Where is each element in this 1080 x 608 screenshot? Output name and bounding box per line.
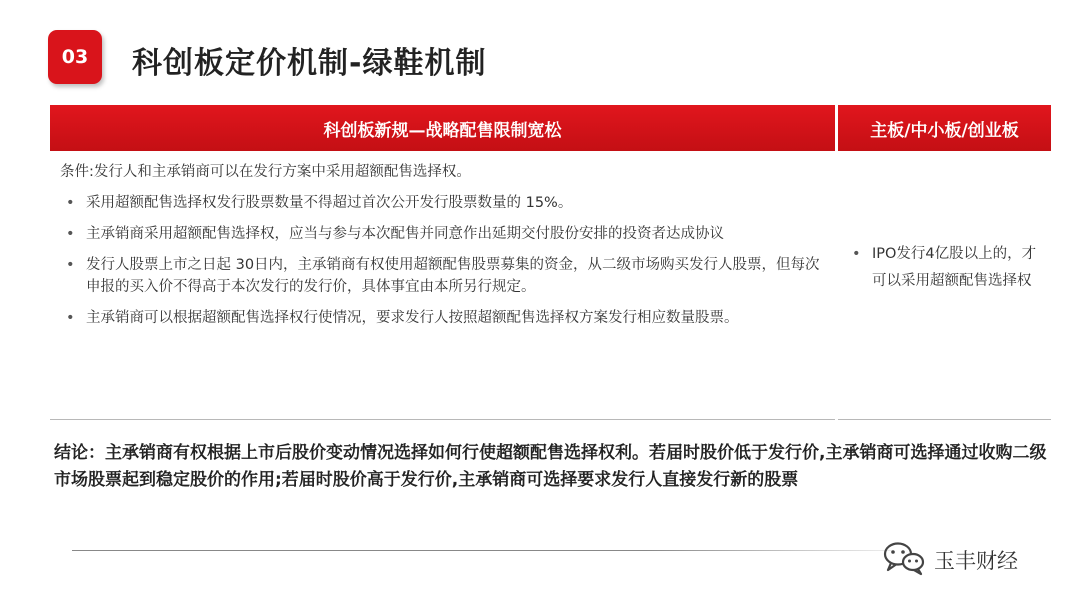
list-item: • 采用超额配售选择权发行股票数量不得超过首次公开发行股票数量的 15%。 [60,192,825,214]
list-item: • IPO发行4亿股以上的，才可以采用超额配售选择权 [846,241,1043,295]
main-board-rules-list [846,241,1043,295]
table-header-main-board: 主板/中小板/创业板 [838,105,1051,151]
page-title: 科创板定价机制-绿鞋机制 [132,46,487,81]
wechat-icon [882,540,926,580]
star-market-rules-list [60,192,825,329]
watermark-text: 玉丰财经 [934,549,1018,573]
footer-divider [72,550,892,551]
section-number-badge: 03 [48,30,102,84]
main-board-rules-cell [838,151,1051,420]
condition-text: 条件:发行人和主承销商可以在发行方案中采用超额配售选择权。 [60,164,471,180]
list-item: • 发行人股票上市之日起 30日内，主承销商有权使用超额配售股票募集的资金，从二级市场购买发行人股票，但每次申报的买入价不得高于本次发行的发行价，具体事宜由本所另行规定。 [60,254,825,298]
list-item: • 主承销商采用超额配售选择权，应当与参与本次配售并同意作出延期交付股份安排的投资者达成协议 [60,223,825,245]
conclusion-text: 结论：主承销商有权根据上市后股价变动情况选择如何行使超额配售选择权利。若届时股价低于发行价,主承销商可选择通过收购二级市场股票起到稳定股价的作用;若届时股价高于发行价,主承销商可选择要求发行人直接发行新的股票 [54,443,1047,490]
watermark [882,540,1018,580]
table-header-star-market: 科创板新规—战略配售限制宽松 [50,105,835,151]
list-item: • 主承销商可以根据超额配售选择权行使情况，要求发行人按照超额配售选择权方案发行相应数量股票。 [60,307,825,329]
star-market-rules-cell [50,151,835,420]
